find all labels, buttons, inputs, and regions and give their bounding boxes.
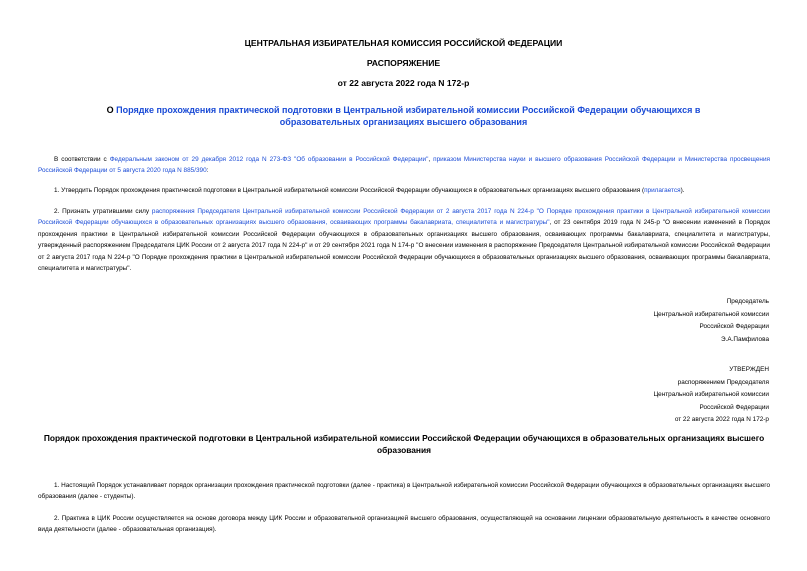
approval-heading: УТВЕРЖДЕН	[729, 366, 769, 373]
preamble-paragraph	[38, 154, 770, 177]
item-2-text-1: 2. Признать утратившими силу	[54, 208, 150, 215]
item-1-paragraph	[38, 185, 770, 196]
item-1-text: 1. Утвердить Порядок прохождения практической подготовки в Центральной избирательной комиссии Российской Федерации обучающихся в образовательных организациях высшего образования (	[54, 187, 645, 194]
preamble-text-1: В соответствии с	[54, 156, 107, 163]
document-date-number: от 22 августа 2022 года N 172-р	[337, 78, 470, 88]
approval-line-4: Российской Федерации	[699, 403, 769, 411]
subject-link[interactable]: Порядке прохождения практической подготовки в Центральной избирательной комиссии Российской Федерации обучающихся в образовательных организациях высшего образования	[116, 105, 701, 127]
procedure-paragraph-2	[38, 513, 770, 536]
approval-line-3: Центральной избирательной комиссии	[653, 391, 769, 399]
signature-org-2: Российской Федерации	[699, 323, 769, 331]
signature-block	[653, 296, 769, 346]
procedure-title: Порядок прохождения практической подготовки в Центральной избирательной комиссии Российской Федерации обучающихся в образовательных организациях высшего образования	[43, 433, 765, 455]
document-type: РАСПОРЯЖЕНИЕ	[366, 58, 441, 68]
procedure-paragraph-1	[38, 480, 770, 503]
signature-position: Председатель	[726, 298, 769, 305]
approval-block	[653, 364, 769, 427]
preamble-text-3: :	[206, 167, 209, 175]
federal-law-link[interactable]: Федеральным законом от 29 декабря 2012 года N 273-ФЗ "Об образовании в Российской Федерации"	[109, 156, 429, 163]
attached-link[interactable]: прилагается	[644, 187, 681, 194]
item-1-end: ).	[680, 187, 685, 194]
signature-org-1: Центральной избирательной комиссии	[653, 310, 769, 318]
item-2-paragraph	[38, 206, 770, 274]
approval-date: от 22 августа 2022 года N 172-р	[674, 416, 769, 424]
preamble-text-2: ,	[428, 156, 431, 163]
procedure-text-1: 1. Настоящий Порядок устанавливает порядок организации прохождения практической подготовки (далее - практика) в Центральной избирательной комиссии Российской Федерации обучающихся в образовательных организациях высшего образования (далее - студенты).	[38, 482, 770, 501]
repealed-order-link[interactable]: распоряжения Председателя Центральной избирательной комиссии Российской Федерации от 2 августа 2017 года N 224-р "О Порядке прохождения практики в Центральной избирательной комиссии Российской Федерации обучающихся в образовательных организациях высшего образования, осваивающих программы бакалавриата, специалитета и магистратуры"	[38, 208, 770, 227]
subject-prefix: О	[106, 105, 114, 115]
item-2-text-2: , от 23 сентября 2019 года N 245-р "О внесении изменений в Порядок прохождения практики в Центральной избирательной комиссии Российской Федерации обучающихся в образовательных организациях высшего образования, осваивающих программы бакалавриата, специалитета и магистратуры, утвержденный распоряжением Председателя ЦИК России от 2 августа 2017 года N 224-р" и от 29 сентября 2021 года N 174-р "О внесении изменения в распоряжение Председателя Центральной избирательной комиссии Российской Федерации от 2 августа 2017 года N 224-р "О Порядке прохождения практики в Центральной избирательной комиссии Российской Федерации обучающихся в образовательных организациях высшего образования, осваивающих программы бакалавриата, специалитета и магистратуры".	[38, 219, 770, 273]
approval-line-2: распоряжением Председателя	[677, 378, 769, 386]
ministry-order-link[interactable]: приказом Министерства науки и высшего образования Российской Федерации и Министерства просвещения Российской Федерации от 5 августа 2020 года N 885/390	[38, 156, 770, 175]
document-subject	[70, 104, 737, 128]
signature-name: Э.А.Памфилова	[720, 335, 769, 343]
procedure-text-2: 2. Практика в ЦИК России осуществляется на основе договора между ЦИК России и образовательной организацией высшего образования, осуществляющей на основании лицензии образовательную деятельность в качестве основного вида деятельности (далее - образовательная организация).	[38, 515, 770, 534]
organization-heading: ЦЕНТРАЛЬНАЯ ИЗБИРАТЕЛЬНАЯ КОМИССИЯ РОССИЙСКОЙ ФЕДЕРАЦИИ	[244, 38, 563, 48]
